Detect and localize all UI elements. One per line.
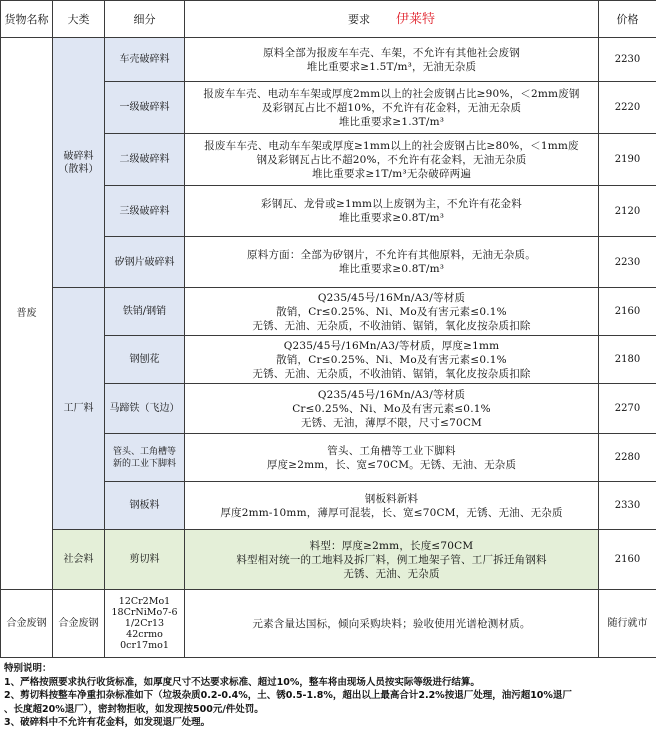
note-line: 、长度超20%退厂），密封物拒收，如发现按500元/件处罚。 (4, 703, 264, 715)
header-requirements-label: 要求 (347, 12, 370, 26)
req-cell: 料型：厚度≥2mm，长度≤70CM 料型相对统一的工地料及拆厂料，例工地架子管、工厂拆迁角钢料 无锈、无油、无杂质 (185, 530, 599, 590)
req-cell: 报废车车壳、电动车车架或厚度≥1mm以上的社会废钢占比≥80%，＜1mm废 钢及彩钢瓦占比不超20%，不允许有花金料，无油无杂质 堆比重要求≥1T/m³无杂破碎两遍 (185, 134, 599, 186)
sub-cell: 二级破碎料 (105, 134, 185, 186)
req-cell: Q235/45号/16Mn/A3/等材质 Cr≤0.25%、Ni、Mo及有害元素≤0.1% 无锈、无油，薄厚不限，尺寸≤70CM (185, 384, 599, 434)
table-row (1, 590, 656, 658)
price-cell: 2180 (599, 336, 656, 384)
sub-cell: 一级破碎料 (105, 82, 185, 134)
price-cell: 2160 (599, 530, 656, 590)
header-major-category: 大类 (53, 1, 105, 38)
header-requirements (185, 1, 599, 38)
sub-cell: 钢刨花 (105, 336, 185, 384)
note-line: 2、剪切料按整车净重扣杂标准如下（垃圾杂质0.2-0.4%，土、锈0.5-1.8%，超出以上最高合计2.2%按退厂处理，油污超10%退厂 (4, 690, 572, 702)
notes-title: 特别说明： (4, 663, 52, 674)
note-line: 1、严格按照要求执行收货标准，如厚度尺寸不达要求标准、超过10%，整车将由现场人员按实际等级进行结算。 (4, 676, 480, 688)
req-cell: 报废车车壳、电动车车架或厚度2mm以上的社会废钢占比≥90%，＜2mm废钢 及彩钢瓦占比不超10%，不允许有花金料，无油无杂质 堆比重要求≥1.3T/m³ (185, 82, 599, 134)
req-cell: Q235/45号/16Mn/A3/等材质，厚度≥1mm 散销，Cr≤0.25%、Ni、Mo及有害元素≤0.1% 无锈、无油、无杂质，不收油销、锯销，氧化皮按杂质扣除 (185, 336, 599, 384)
price-cell: 2280 (599, 434, 656, 482)
sub-cell: 三级破碎料 (105, 186, 185, 237)
note-line: 3、破碎料中不允许有花金料，如发现退厂处理。 (4, 717, 211, 729)
group-puffei: 普废 (1, 38, 53, 590)
req-cell: 原料方面：全部为矽钢片，不允许有其他原料，无油无杂质。 堆比重要求≥0.8T/m³ (185, 237, 599, 288)
req-cell: 管头、工角槽等工业下脚料 厚度≥2mm，长、宽≤70CM。无锈、无油、无杂质 (185, 434, 599, 482)
header-goods-name: 货物名称 (1, 1, 53, 38)
brand-watermark-text: 伊莱特 (395, 11, 435, 27)
table-header-row (1, 1, 656, 38)
header-subcategory: 细分 (105, 1, 185, 38)
req-cell: 元素含量达国标，倾向采购块料；验收使用光谱枪测材质。 (185, 590, 599, 658)
req-cell: Q235/45号/16Mn/A3/等材质 散销，Cr≤0.25%、Ni、Mo及有害元素≤0.1% 无锈、无油、无杂质，不收油销、锯销，氧化皮按杂质扣除 (185, 288, 599, 336)
category-crush: 破碎料 （散料） (53, 38, 105, 288)
table-row (1, 38, 656, 82)
req-cell: 原料全部为报废车车壳、车架，不允许有其他社会废钢 堆比重要求≥1.5T/m³，无油无杂质 (185, 38, 599, 82)
sub-cell: 马蹄铁（飞边） (105, 384, 185, 434)
price-cell: 2270 (599, 384, 656, 434)
price-cell: 2330 (599, 482, 656, 530)
price-cell: 2230 (599, 237, 656, 288)
table-row (1, 530, 656, 590)
price-cell: 2220 (599, 82, 656, 134)
req-cell: 彩钢瓦、龙骨或≥1mm以上废钢为主，不允许有花金料 堆比重要求≥0.8T/m³ (185, 186, 599, 237)
price-cell: 2120 (599, 186, 656, 237)
sub-cell: 矽钢片破碎料 (105, 237, 185, 288)
req-cell: 钢板料新料 厚度2mm-10mm，薄厚可混装，长、宽≤70CM，无锈、无油、无杂质 (185, 482, 599, 530)
header-price: 价格 (599, 1, 656, 38)
price-cell: 2190 (599, 134, 656, 186)
group-alloy: 合金废钢 (1, 590, 53, 658)
sub-cell: 管头、工角槽等 新的工业下脚料 (105, 434, 185, 482)
sub-cell: 铁销/钢销 (105, 288, 185, 336)
price-cell: 2160 (599, 288, 656, 336)
sub-cell: 车壳破碎料 (105, 38, 185, 82)
category-alloy: 合金废钢 (53, 590, 105, 658)
alloy-grade-list: 12Cr2Mo1 18CrNiMo7-6 1/2Cr13 42crmo 0cr17mo1 (105, 590, 185, 658)
sub-cell: 钢板料 (105, 482, 185, 530)
category-social: 社会料 (53, 530, 105, 590)
sub-cell: 剪切料 (105, 530, 185, 590)
price-cell: 随行就市 (599, 590, 656, 658)
category-factory: 工厂料 (53, 288, 105, 530)
table-row (1, 288, 656, 336)
special-notes (4, 662, 654, 730)
price-cell: 2230 (599, 38, 656, 82)
